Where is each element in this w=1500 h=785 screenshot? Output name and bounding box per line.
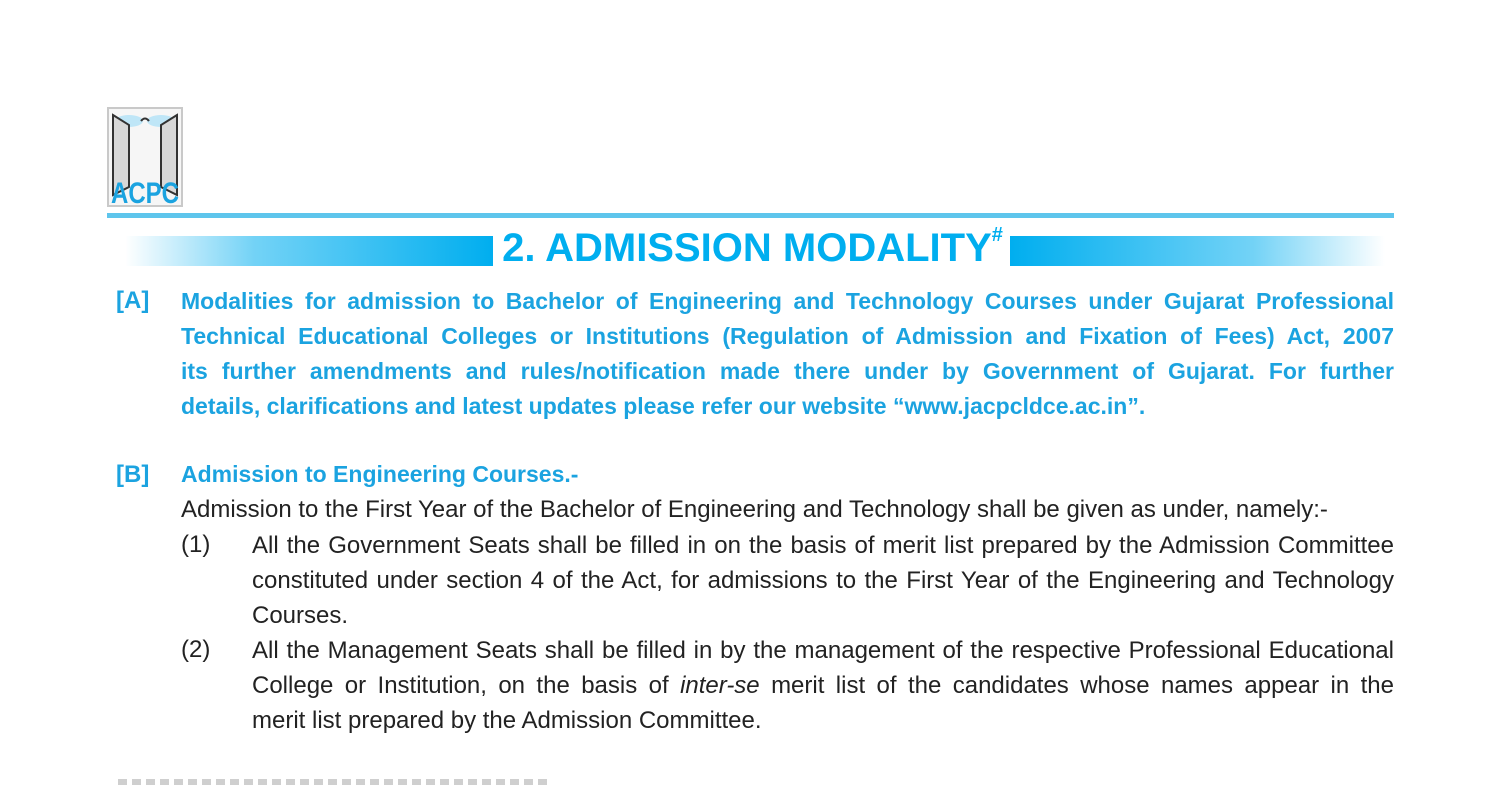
inter-se-term: inter-se: [680, 672, 760, 699]
section-a-line: details, clarifications and latest updates please refer our website “www.jacpcldce.ac.in”.: [181, 393, 1146, 419]
page-title: 2. ADMISSION MODALITY#: [502, 224, 1003, 270]
header-rule: [107, 213, 1394, 218]
item-line: College or Institution, on the basis of inter-se merit list of the candidates whose names appear in the: [252, 672, 1395, 699]
section-a-line: Modalities for admission to Bachelor of Engineering and Technology Courses under Gujarat Professional: [181, 288, 1394, 314]
item-line: merit list prepared by the Admission Committee.: [252, 707, 762, 734]
svg-text:ACPC: ACPC: [111, 177, 179, 210]
section-a-line: its further amendments and rules/notification made there under by Government of Gujarat. For further: [181, 358, 1394, 384]
title-footnote-mark: #: [991, 224, 1003, 246]
acpc-logo: [107, 107, 183, 210]
item-line: All the Management Seats shall be filled in by the management of the respective Professional Educational: [252, 637, 1394, 664]
section-b-heading: Admission to Engineering Courses.-: [181, 461, 579, 487]
title-band-left: [125, 236, 493, 266]
section-a-paragraph: [181, 284, 1394, 424]
section-a-line: Technical Educational Colleges or Institutions (Regulation of Admission and Fixation of Fees) Act, 2007: [181, 323, 1394, 349]
item-line: Courses.: [252, 602, 349, 629]
section-b-label: [B]: [116, 461, 150, 488]
item-line: All the Government Seats shall be filled in on the basis of merit list prepared by the Admission Committee: [252, 532, 1394, 559]
item-text: [252, 528, 1394, 633]
item-number: (1): [181, 531, 211, 558]
gate-icon: [109, 109, 181, 210]
cut-off-text-fragment: [118, 779, 548, 785]
item-text: [252, 633, 1394, 738]
item-line: constituted under section 4 of the Act, for admissions to the First Year of the Engineering and Technology: [252, 567, 1394, 594]
section-a-label: [A]: [116, 287, 150, 314]
item-number: (2): [181, 636, 211, 663]
section-b-intro: Admission to the First Year of the Bachelor of Engineering and Technology shall be given as under, namely:-: [181, 496, 1328, 523]
title-band-right: [1010, 236, 1385, 266]
